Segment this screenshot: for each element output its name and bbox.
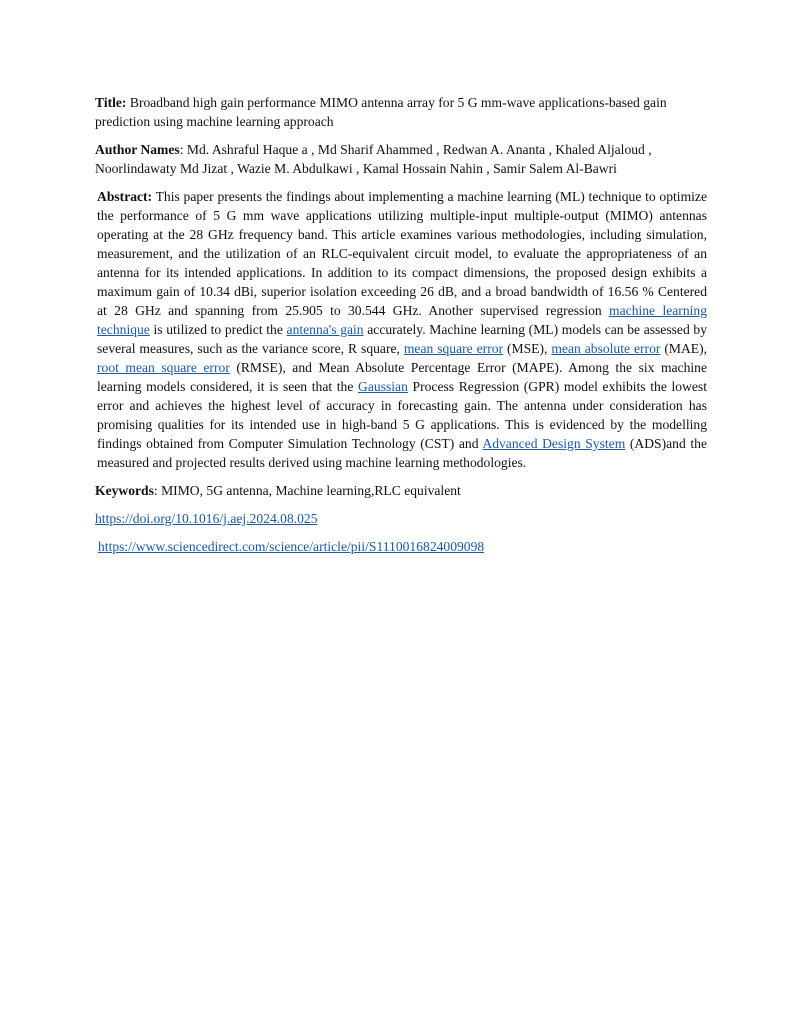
document-page <box>95 93 707 565</box>
abstract-text-1: This paper presents the findings about implementing a machine learning (ML) technique to optimize the performance of 5 G mm wave applications utilizing multiple-input multiple-output (MIMO) antennas operating at the 28 GHz frequency band. This article examines various methodologies, including simulation, measurement, and the utilization of an RLC-equivalent circuit model, to evaluate the appropriateness of an antenna for its intended applications. In addition to its compact dimensions, the proposed design exhibits a maximum gain of 10.34 dBi, superior isolation exceeding 26 dB, and a broad bandwidth of 16.56 % Centered at 28 GHz and spanning from 25.905 to 30.544 GHz. Another supervised regression <box>97 189 707 318</box>
abstract-text-3: accurately. Machine learning (ML) models can be assessed by several measures, such as the variance score, R square, <box>97 322 708 356</box>
link-mean-absolute-error[interactable]: mean absolute error <box>551 341 661 356</box>
keywords-text: : MIMO, 5G antenna, Machine learning,RLC equivalent <box>153 483 461 498</box>
sciencedirect-line <box>95 537 707 556</box>
link-machine-learning-technique[interactable]: machine learning technique <box>97 303 707 337</box>
link-advanced-design-system[interactable]: Advanced Design System <box>482 436 626 451</box>
sciencedirect-link[interactable]: https://www.sciencedirect.com/science/article/pii/S1110016824009098 <box>98 539 485 554</box>
abstract-text-2: is utilized to predict the <box>149 322 287 337</box>
authors-label: Author Names <box>95 142 180 157</box>
abstract-text-5: (MAE), <box>660 341 708 356</box>
link-antenna-gain[interactable]: antenna's gain <box>286 322 364 337</box>
title-paragraph <box>95 93 707 131</box>
abstract-paragraph <box>95 187 707 472</box>
doi-link[interactable]: https://doi.org/10.1016/j.aej.2024.08.025 <box>95 511 318 526</box>
title-label: Title: <box>95 95 127 110</box>
abstract-text-7: Process Regression (GPR) model exhibits the lowest error and achieves the highest level of accuracy in forecasting gain. The antenna under consideration has promising qualities for its intended use in high-band 5 G applications. This is evidenced by the modelling findings obtained from Computer Simulation Technology (CST) and <box>97 379 707 451</box>
abstract-label: Abstract: <box>97 189 153 204</box>
keywords-label: Keywords <box>95 483 154 498</box>
paper-title: Broadband high gain performance MIMO antenna array for 5 G mm-wave applications-based gain prediction using machine learning approach <box>95 95 667 129</box>
link-root-mean-square-error[interactable]: root mean square error <box>97 360 230 375</box>
author-names: : Md. Ashraful Haque a , Md Sharif Ahammed , Redwan A. Ananta , Khaled Aljaloud , Noorlindawaty Md Jizat , Wazie M. Abdulkawi , Kamal Hossain Nahin , Samir Salem Al-Bawri <box>95 142 652 176</box>
abstract-text-6: (RMSE), and Mean Absolute Percentage Error (MAPE). Among the six machine learning models considered, it is seen that the <box>97 360 707 394</box>
doi-line <box>95 509 707 528</box>
abstract-text-8: (ADS)and the measured and projected results derived using machine learning methodologies. <box>97 436 708 470</box>
link-gaussian[interactable]: Gaussian <box>358 379 408 394</box>
authors-paragraph <box>95 140 707 178</box>
keywords-paragraph <box>95 481 707 500</box>
link-mean-square-error[interactable]: mean square error <box>403 341 504 356</box>
abstract-text-4: (MSE), <box>503 341 552 356</box>
